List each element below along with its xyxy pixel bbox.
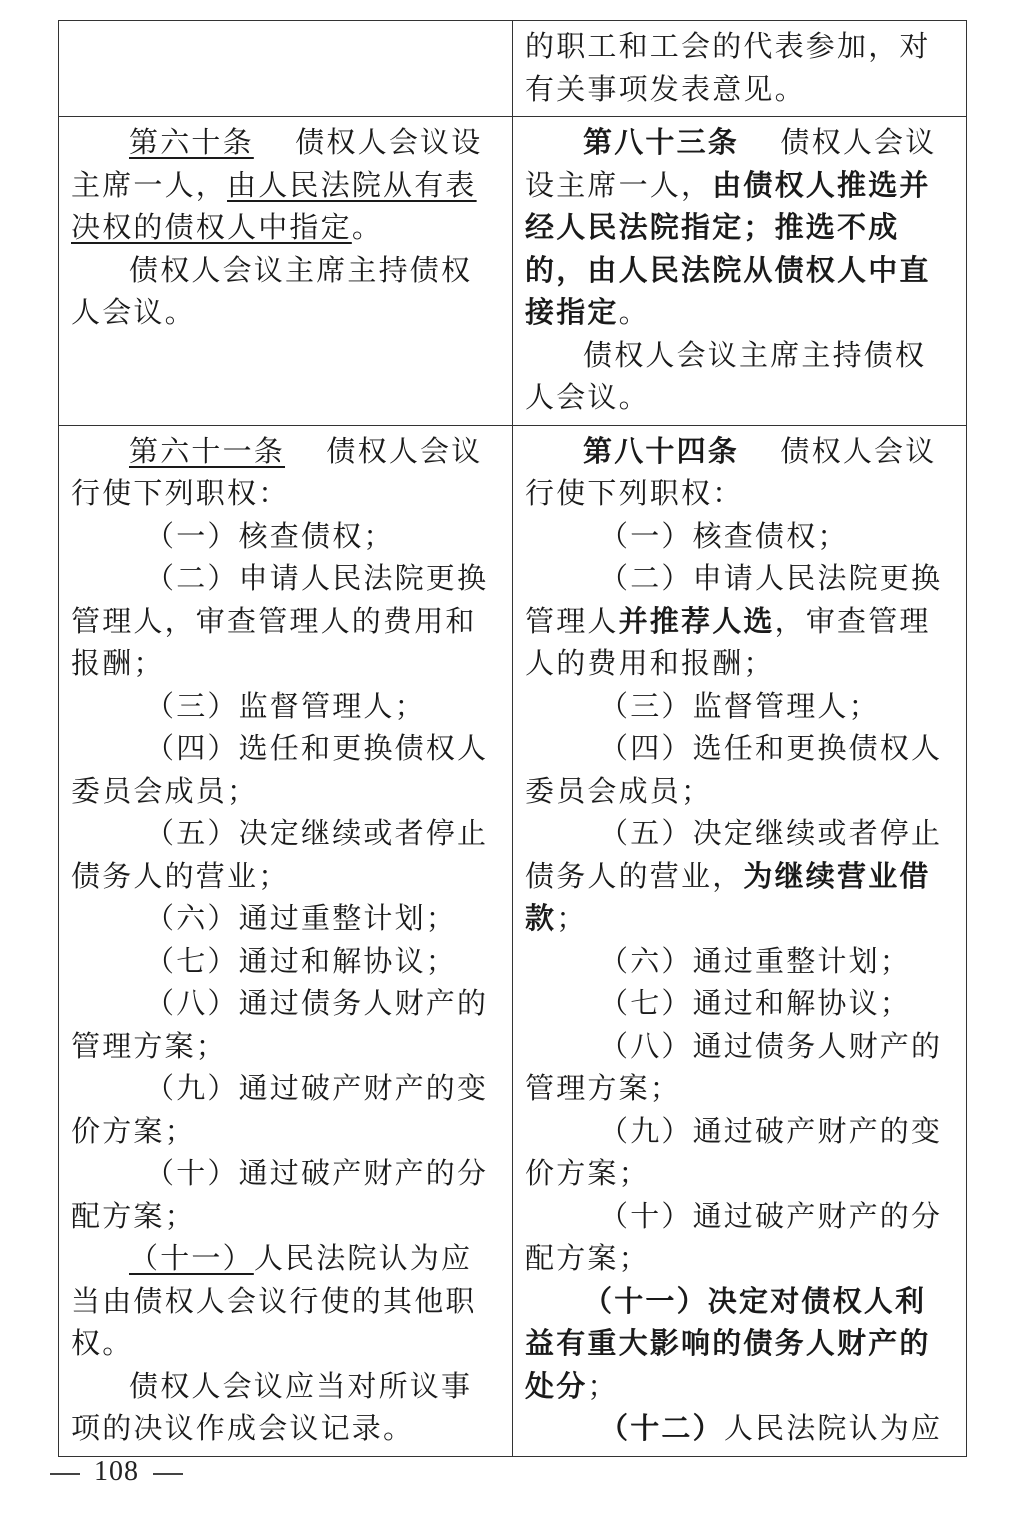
footer-dash-left xyxy=(50,1473,80,1475)
page-number: 108 xyxy=(94,1456,139,1487)
text-run: （五）决定继续或者停止债务人的营业， xyxy=(525,816,943,893)
table-row xyxy=(59,21,967,117)
paragraph xyxy=(71,249,500,334)
text-run: （三）监督管理人； xyxy=(599,688,880,723)
text-run: ，审查管理人的费用和报酬； xyxy=(525,603,931,680)
text-run: 人民法院认为应当由债权人会议行使的其他职权。 xyxy=(71,1241,477,1360)
text-run: ； xyxy=(556,901,588,935)
text-run: （九）通过破产财产的变价方案； xyxy=(71,1071,489,1148)
paragraph xyxy=(71,1365,500,1450)
list-item xyxy=(525,1407,954,1450)
text-run: （六）通过重整计划； xyxy=(599,943,912,978)
text-run: 债权人会议应当对所议事项的决议作成会议记录。 xyxy=(71,1368,473,1445)
paragraph xyxy=(525,25,954,110)
list-item xyxy=(525,1025,954,1110)
article-paragraph xyxy=(71,121,500,249)
text-run: 。 xyxy=(618,295,650,329)
list-item xyxy=(525,940,954,983)
text-run: （八）通过债务人财产的管理方案； xyxy=(71,986,489,1063)
list-item xyxy=(71,1152,500,1237)
old-law-cell xyxy=(59,21,513,117)
list-item xyxy=(525,982,954,1025)
list-item xyxy=(525,1110,954,1195)
text-run: （三）监督管理人； xyxy=(145,688,426,723)
old-law-cell xyxy=(59,425,513,1456)
list-item xyxy=(525,1195,954,1280)
list-item xyxy=(71,1237,500,1365)
footer-dash-right xyxy=(153,1473,183,1475)
list-item xyxy=(71,940,500,983)
text-run: 。 xyxy=(351,210,384,244)
text-run: （六）通过重整计划； xyxy=(145,901,458,935)
new-law-cell xyxy=(513,117,967,426)
text-run-bold: 为继续营业借款 xyxy=(525,858,931,935)
text-run: 债权人会议设主席一人， xyxy=(71,125,483,202)
list-item xyxy=(71,982,500,1067)
text-run: （七）通过和解协议； xyxy=(145,943,458,978)
article-number: 第八十四条 xyxy=(583,433,740,468)
table-row xyxy=(59,425,967,1456)
text-run: 人民法院认为应 xyxy=(723,1411,943,1445)
list-item xyxy=(525,515,954,558)
list-item xyxy=(71,1067,500,1152)
new-law-cell xyxy=(513,425,967,1456)
table-row xyxy=(59,117,967,426)
text-run-bold: 并推荐人选 xyxy=(618,603,775,638)
article-paragraph xyxy=(71,430,500,515)
list-item xyxy=(525,812,954,940)
text-run: （七）通过和解协议； xyxy=(599,986,912,1020)
text-run: 的职工和工会的代表参加，对有关事项发表意见。 xyxy=(525,29,931,106)
list-item xyxy=(71,727,500,812)
comparison-table xyxy=(58,20,967,1457)
article-paragraph xyxy=(525,121,954,334)
text-run: （一）核查债权； xyxy=(599,518,849,553)
text-run: ； xyxy=(587,1368,619,1403)
text-run: 债权人会议主席主持债权人会议。 xyxy=(71,252,473,329)
article-number: 第六十条 xyxy=(129,125,254,159)
article-number: 第八十三条 xyxy=(583,125,740,159)
text-run: 债权人会议主席主持债权人会议。 xyxy=(525,337,927,414)
text-run-underlined: 由人民法院从有表决权的债权人中指定 xyxy=(71,167,477,244)
list-item xyxy=(525,557,954,685)
text-run: 债权人会议设主席一人， xyxy=(525,125,937,202)
list-item xyxy=(71,897,500,940)
text-run: （四）选任和更换债权人委员会成员； xyxy=(525,731,943,808)
text-run: （四）选任和更换债权人委员会成员； xyxy=(71,731,489,808)
text-run: （二）申请人民法院更换管理人，审查管理人的费用和报酬； xyxy=(71,561,489,680)
text-run: 债权人会议行使下列职权： xyxy=(525,433,937,510)
text-run-bold: （十一）决定对债权人利益有重大影响的债务人财产的处分 xyxy=(525,1283,931,1403)
text-run: （十）通过破产财产的分配方案； xyxy=(71,1156,489,1233)
text-run: （一）核查债权； xyxy=(145,518,395,553)
text-run-underlined: （十一） xyxy=(129,1241,254,1275)
article-paragraph xyxy=(525,430,954,515)
page-footer xyxy=(36,1456,197,1488)
comparison-table-body xyxy=(59,21,967,1457)
list-item xyxy=(525,685,954,728)
list-item xyxy=(71,557,500,685)
text-run: （九）通过破产财产的变价方案； xyxy=(525,1113,943,1190)
text-run-bold: 由债权人推选并经人民法院指定；推选不成的，由人民法院从债权人中直接指定 xyxy=(525,167,931,329)
text-run: （八）通过债务人财产的管理方案； xyxy=(525,1028,943,1105)
paragraph xyxy=(525,334,954,419)
text-run: （二）申请人民法院更换管理人 xyxy=(525,561,943,638)
list-item xyxy=(525,1280,954,1408)
old-law-cell xyxy=(59,117,513,426)
list-item xyxy=(71,515,500,558)
text-run: 债权人会议行使下列职权： xyxy=(71,433,483,510)
new-law-cell xyxy=(513,21,967,117)
text-run: （十）通过破产财产的分配方案； xyxy=(525,1198,943,1275)
list-item xyxy=(71,812,500,897)
text-run-bold: （十二） xyxy=(599,1411,724,1445)
article-number: 第六十一条 xyxy=(129,433,286,468)
list-item xyxy=(71,685,500,728)
text-run: （五）决定继续或者停止债务人的营业； xyxy=(71,816,489,893)
list-item xyxy=(525,727,954,812)
